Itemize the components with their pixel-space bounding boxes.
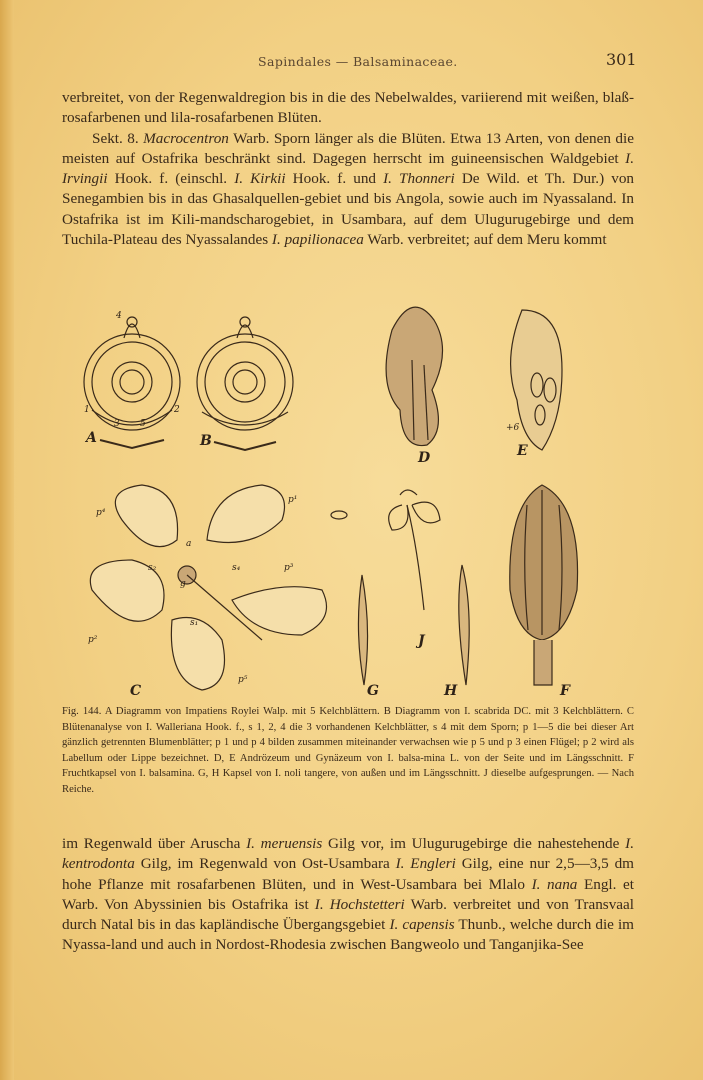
text-run: De Wild. et Th. Dur.) von Senegambien bis in das Ghasalquellen-gebiet und bis Angola, sowie auch im Nyassaland. In Ostafrika ist im Kili-mandscharogebiet, in Usambara, auf dem Ulugurugebirge und dem Tuchila-Plateau des Nyassalandes bbox=[62, 170, 635, 249]
text-run: Gilg, eine nur 2,5—3,5 dm hohe Pflanze mit rosafarbenen Blüten, und in West-Usambara bei Mlalo bbox=[62, 855, 634, 893]
text-run: Gilg vor, im Ulugurugebirge die nahestehende bbox=[322, 835, 626, 852]
label-a: A bbox=[86, 430, 97, 446]
botanical-illustration bbox=[62, 290, 642, 700]
text-run: Warb. verbreitet und von Transvaal durch Natal bis in das kapländische Übergangsgebiet bbox=[62, 895, 634, 934]
fruit-capsule-f bbox=[510, 485, 578, 685]
label-g: G bbox=[367, 683, 379, 699]
page-edge-shadow bbox=[0, 0, 14, 1080]
taxon-name: I. Hochstetteri bbox=[314, 895, 405, 913]
taxon-name: I. Thonneri bbox=[383, 170, 455, 188]
diagram-b bbox=[197, 317, 293, 450]
label-b: B bbox=[200, 433, 212, 449]
taxon-name: I. kentrodonta bbox=[62, 835, 634, 873]
text-run: Thunb., welche durch die im Nyassa-land und auch in Nordost-Rhodesia zwischen Bangweolo und Tanganjika-See bbox=[62, 916, 634, 954]
text-run: Hook. f. (einschl. bbox=[107, 170, 235, 188]
text-run: Hook. f. und bbox=[285, 170, 384, 188]
figure-caption bbox=[62, 704, 634, 798]
running-head: Sapindales — Balsaminaceae. bbox=[258, 54, 458, 69]
androeceum-d bbox=[386, 307, 442, 445]
label-c: C bbox=[130, 683, 142, 699]
label-a-small: a bbox=[186, 539, 192, 549]
taxon-name: I. nana bbox=[531, 875, 578, 893]
capsule-opened-j bbox=[389, 490, 440, 610]
label-s2: s₂ bbox=[148, 563, 157, 573]
taxon-name: I. Irvingii bbox=[62, 149, 634, 188]
label-n5: 5 bbox=[140, 419, 146, 429]
paragraph-2 bbox=[62, 129, 634, 251]
label-n2: 2 bbox=[174, 405, 180, 415]
label-f: F bbox=[560, 683, 570, 699]
taxon-name: I. Engleri bbox=[395, 855, 456, 873]
taxon-name: I. meruensis bbox=[246, 835, 323, 852]
label-p2: p² bbox=[88, 635, 98, 645]
label-g-small: g bbox=[180, 579, 186, 589]
label-d: D bbox=[418, 450, 431, 466]
label-s4: s₄ bbox=[232, 563, 241, 573]
page-number: 301 bbox=[606, 50, 637, 69]
taxon-name: I. papilionacea bbox=[271, 231, 364, 249]
label-plus6: +6 bbox=[506, 423, 520, 433]
label-h: H bbox=[444, 683, 458, 699]
top-paragraphs bbox=[62, 88, 634, 250]
label-n3: 3 bbox=[114, 419, 120, 429]
label-s1: s₁ bbox=[190, 618, 199, 628]
text-run: Warb. Sporn länger als die Blüten. Etwa 13 Arten, von denen die meisten auf Ostafrika beschränkt sind. Dagegen herrscht im guineensischen Waldgebiet bbox=[62, 129, 634, 167]
label-n4: 4 bbox=[116, 311, 122, 321]
seed bbox=[331, 511, 347, 519]
bottom-paragraph bbox=[62, 834, 634, 956]
diagram-a bbox=[84, 317, 180, 448]
label-j: J bbox=[418, 633, 425, 649]
label-p4: p⁴ bbox=[96, 508, 106, 518]
label-p1: p¹ bbox=[288, 495, 298, 505]
taxon-name: I. Kirkii bbox=[234, 170, 286, 188]
taxon-name: Macrocentron bbox=[143, 129, 229, 147]
capsule-g bbox=[358, 575, 367, 685]
flower-analysis-c bbox=[90, 485, 326, 690]
caption-text: Fig. 144. A Diagramm von Impatiens Roylei Walp. mit 5 Kelchblättern. B Diagramm von I. scabrida DC. mit 3 Kelchblättern. C Blütenanalyse von I. Walleriana Hook. f., s 1, 2, 4 die 3 vorhandenen Kelchblätter, s 4 mit dem Sporn; p 1—5 die bei dieser Art gänzlich getrennten Blumenblätter; p 1 und p 4 bilden zusammen miteinander verwachsen wie p 5 und p 3 einen Flügel; p 2 wird als Labellum oder Lippe bezeichnet. D, E Andrözeum und Gynäzeum von I. balsa-mina L. von der Seite und im Längsschnitt. F Fruchtkapsel von I. balsamina. G, H Kapsel von I. noli tangere, von außen und im Längsschnitt. J dieselbe aufgesprungen. — Nach Reiche. bbox=[62, 706, 634, 795]
taxon-name: I. capensis bbox=[389, 916, 455, 934]
text-run: im Regenwald über Aruscha bbox=[62, 835, 247, 852]
capsule-section-h bbox=[459, 565, 469, 685]
paragraph-3 bbox=[62, 834, 634, 956]
text-run: Gilg, im Regenwald von Ost-Usambara bbox=[134, 855, 396, 873]
label-p3: p³ bbox=[284, 563, 294, 573]
label-p5: p⁵ bbox=[238, 675, 248, 685]
text-run: Warb. verbreitet; auf dem Meru kommt bbox=[363, 231, 607, 249]
label-e: E bbox=[517, 443, 528, 459]
paragraph-1: verbreitet, von der Regenwaldregion bis in die des Nebelwaldes, variierend mit weißen, blaß-rosafarbenen und lila-rosafarbenen Blüten. bbox=[62, 89, 634, 127]
text-run: Engl. et Warb. Von Abyssinien bis Ostafrika ist bbox=[62, 875, 634, 913]
text-run: Sekt. 8. bbox=[92, 129, 144, 147]
figure-144 bbox=[62, 290, 642, 700]
label-n1: 1 bbox=[84, 405, 90, 415]
